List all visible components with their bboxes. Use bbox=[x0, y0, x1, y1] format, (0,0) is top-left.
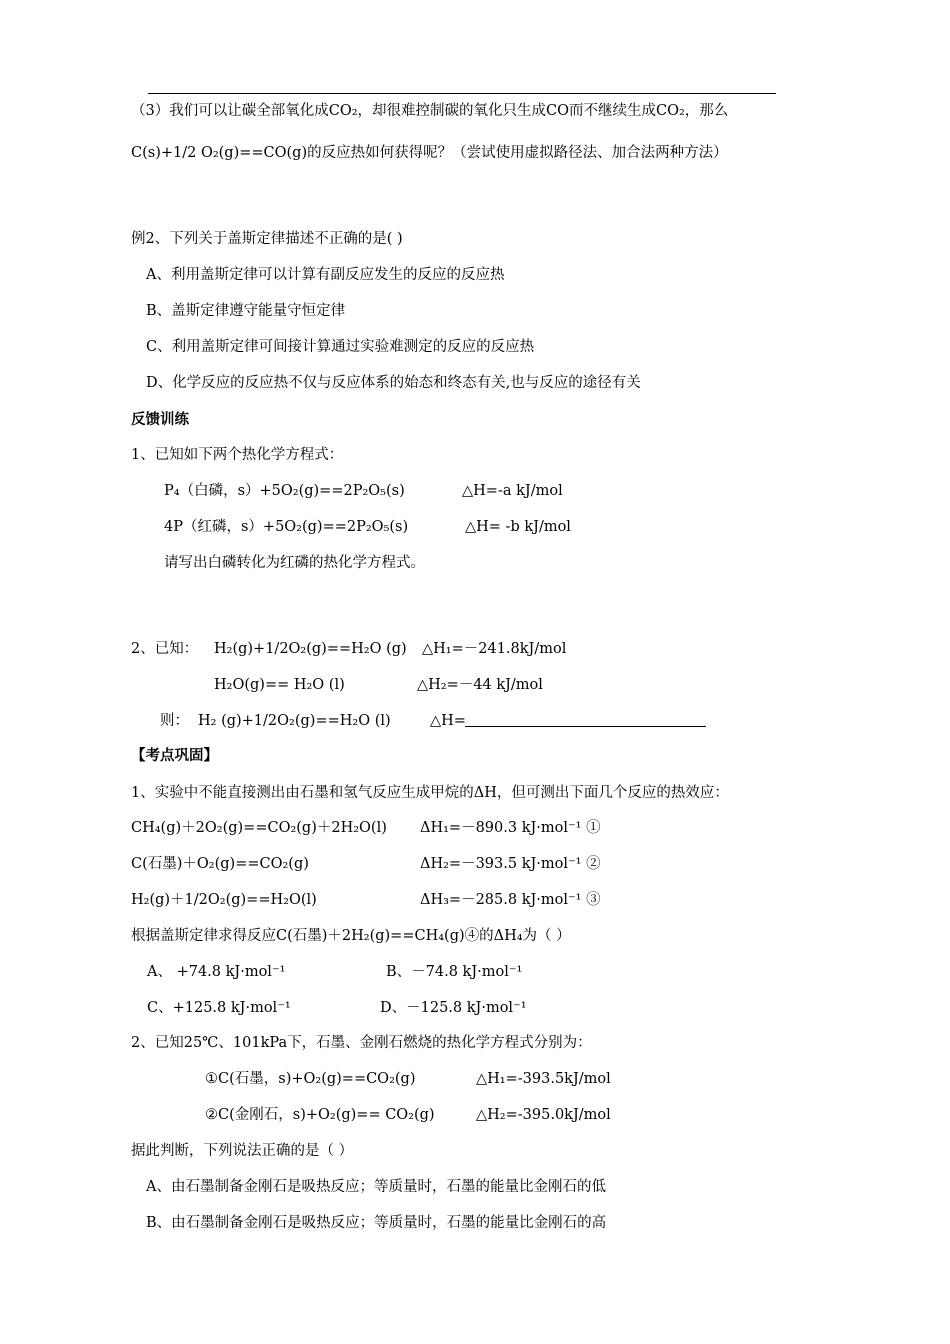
example-2-question: 例2、下列关于盖斯定律描述不正确的是( ) bbox=[131, 231, 403, 247]
consolidation-option-c: C、+125.8 kJ·mol⁻¹ bbox=[147, 1000, 291, 1016]
consolidation-q1-ask: 根据盖斯定律求得反应C(石墨)＋2H₂(g)==CH₄(g)④的ΔH₄为（ ） bbox=[131, 928, 571, 944]
feedback-eq2-dh: △H= -b kJ/mol bbox=[465, 519, 571, 535]
consolidation-q2: 2、已知25℃、101kPa下，石墨、金刚石燃烧的热化学方程式分别为： bbox=[131, 1035, 592, 1051]
reaction-3: H₂(g)＋1/2O₂(g)==H₂O(l) bbox=[131, 892, 317, 908]
consolidation-q2-eq2: ②C(金刚石，s)+O₂(g)== CO₂(g) bbox=[205, 1107, 435, 1123]
q3-line-1: （3）我们可以让碳全部氧化成CO₂，却很难控制碳的氧化只生成CO而不继续生成CO₂，那么 bbox=[131, 103, 729, 119]
consolidation-q2-eq2-dh: △H₂=-395.0kJ/mol bbox=[476, 1107, 611, 1123]
reaction-2-dh: ΔH₂=－393.5 kJ·mol⁻¹ ② bbox=[420, 856, 601, 872]
consolidation-option-a: A、 +74.8 kJ·mol⁻¹ bbox=[147, 964, 286, 980]
reaction-1: CH₄(g)＋2O₂(g)==CO₂(g)＋2H₂O(l) bbox=[131, 820, 387, 836]
consolidation-option-d: D、－125.8 kJ·mol⁻¹ bbox=[380, 1000, 527, 1016]
feedback-eq2: 4P（红磷，s）+5O₂(g)==2P₂O₅(s) bbox=[164, 519, 409, 535]
consolidation-q2-eq1-dh: △H₁=-393.5kJ/mol bbox=[476, 1071, 611, 1087]
feedback-eq1-dh: △H=-a kJ/mol bbox=[462, 483, 563, 499]
feedback-q2-then: 则： bbox=[160, 713, 189, 729]
consolidation-q1: 1、实验中不能直接测出由石墨和氢气反应生成甲烷的ΔH，但可测出下面几个反应的热效应： bbox=[131, 785, 729, 801]
q3-line-2: C(s)+1/2 O₂(g)==CO(g)的反应热如何获得呢？（尝试使用虚拟路径法、加合法两种方法） bbox=[131, 145, 728, 161]
feedback-q2-eq1-dh: △H₁=－241.8kJ/mol bbox=[422, 641, 567, 657]
feedback-q2-eq3: H₂ (g)+1/2O₂(g)==H₂O (l) bbox=[198, 713, 391, 729]
example-2-option-a: A、利用盖斯定律可以计算有副反应发生的反应的反应热 bbox=[146, 267, 505, 283]
consolidation-q2-option-a: A、由石墨制备金刚石是吸热反应；等质量时，石墨的能量比金刚石的低 bbox=[146, 1179, 606, 1195]
feedback-q2-eq2: H₂O(g)== H₂O (l) bbox=[214, 677, 345, 693]
answer-blank bbox=[465, 726, 706, 727]
feedback-q2-eq1: H₂(g)+1/2O₂(g)==H₂O (g) bbox=[214, 641, 407, 657]
reaction-3-dh: ΔH₃=－285.8 kJ·mol⁻¹ ③ bbox=[420, 892, 601, 908]
example-2-option-b: B、盖斯定律遵守能量守恒定律 bbox=[146, 303, 346, 319]
reaction-2: C(石墨)＋O₂(g)==CO₂(g) bbox=[131, 856, 309, 872]
feedback-eq1: P₄（白磷，s）+5O₂(g)==2P₂O₅(s) bbox=[164, 483, 405, 499]
feedback-q1: 1、已知如下两个热化学方程式： bbox=[131, 447, 344, 463]
consolidation-q2-ask: 据此判断，下列说法正确的是（ ） bbox=[131, 1143, 354, 1159]
feedback-q2-eq2-dh: △H₂=－44 kJ/mol bbox=[417, 677, 543, 693]
example-2-option-c: C、利用盖斯定律可间接计算通过实验难测定的反应的反应热 bbox=[146, 339, 535, 355]
feedback-q2-prefix: 2、已知： bbox=[131, 641, 199, 657]
consolidation-q2-eq1: ①C(石墨，s)+O₂(g)==CO₂(g) bbox=[205, 1071, 416, 1087]
example-2-option-d: D、化学反应的反应热不仅与反应体系的始态和终态有关,也与反应的途径有关 bbox=[146, 375, 641, 391]
feedback-heading: 反馈训练 bbox=[131, 412, 189, 428]
header-rule bbox=[148, 93, 776, 94]
feedback-q2-eq3-dh: △H= bbox=[430, 713, 466, 729]
reaction-1-dh: ΔH₁=－890.3 kJ·mol⁻¹ ① bbox=[420, 820, 601, 836]
feedback-q1-ask: 请写出白磷转化为红磷的热化学方程式。 bbox=[164, 555, 425, 571]
consolidation-option-b: B、－74.8 kJ·mol⁻¹ bbox=[386, 964, 523, 980]
consolidation-heading: 【考点巩固】 bbox=[131, 748, 218, 764]
consolidation-q2-option-b: B、由石墨制备金刚石是吸热反应；等质量时，石墨的能量比金刚石的高 bbox=[146, 1215, 607, 1231]
